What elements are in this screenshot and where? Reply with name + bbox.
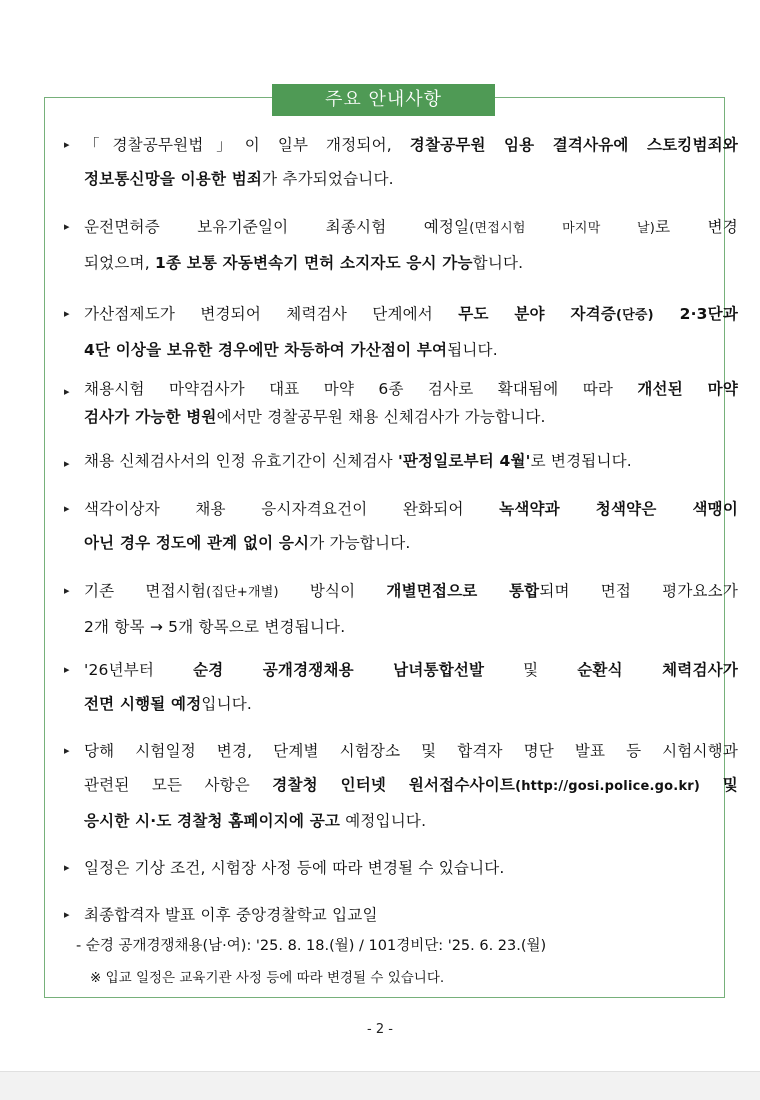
bullet-icon: ▸: [64, 307, 70, 320]
text-segment: 로 변경됩니다.: [530, 452, 632, 470]
admission-note: ※ 입교 일정은 교육기관 사정 등에 따라 변경될 수 있습니다.: [90, 970, 445, 986]
text-segment: 예정입니다.: [340, 812, 427, 830]
bullet-icon: ▸: [64, 861, 70, 874]
text-segment: 관련된 모든 사항은: [84, 776, 273, 794]
notice-line: [84, 898, 738, 932]
text-segment: (면접시험 마지막 날): [469, 221, 656, 236]
text-segment: 가 추가되었습니다.: [262, 170, 394, 188]
notice-line: [84, 403, 738, 431]
bullet-icon: ▸: [64, 744, 70, 757]
notice-item: [62, 653, 738, 721]
text-segment: 기존 면접시험: [84, 582, 207, 600]
notice-line: [84, 851, 738, 885]
text-segment: 당해 시험일정 변경, 단계별 시험장소 및 합격자 명단 발표 등 시험시행과: [84, 742, 738, 760]
text-segment: '26년부터: [84, 661, 194, 679]
bullet-icon: ▸: [64, 663, 70, 676]
text-segment: 가 가능합니다.: [309, 534, 411, 552]
text-segment: 및: [484, 661, 578, 679]
notice-item: [62, 128, 738, 196]
bullet-icon: ▸: [64, 220, 70, 233]
notice-line: [84, 610, 738, 644]
notice-line: [84, 687, 738, 721]
text-segment: 로 변경: [655, 218, 738, 236]
text-segment: (집단+개별): [206, 585, 279, 600]
text-segment: 및: [700, 776, 738, 794]
text-segment: 「경찰공무원법」이 일부 개정되어,: [84, 136, 410, 154]
text-segment: 됩니다.: [447, 341, 498, 359]
notice-item: [62, 297, 738, 367]
text-segment: 응시한 시·도 경찰청 홈페이지에 공고: [84, 812, 341, 830]
text-segment: 합니다.: [472, 254, 524, 272]
text-segment: 채용시험 마약검사가 대표 마약 6종 검사로 확대됨에 따라: [84, 380, 638, 398]
notice-item: [62, 447, 738, 475]
notice-line: [84, 768, 738, 804]
text-segment: (http://gosi.police.go.kr): [515, 779, 701, 794]
text-segment: 녹색약과 청색약은 색맹이: [499, 500, 738, 518]
notice-line: [84, 210, 738, 246]
notice-item: [62, 574, 738, 644]
text-segment: 입니다.: [201, 695, 253, 713]
text-segment: 에서만 경찰공무원 채용 신체검사가 가능합니다.: [216, 408, 546, 426]
notice-line: [84, 492, 738, 526]
notice-line: [84, 246, 738, 280]
notice-line: [84, 574, 738, 610]
text-segment: 가산점제도가 변경되어 체력검사 단계에서: [84, 305, 459, 323]
text-segment: 순경 공개경쟁채용 남녀통합선발: [193, 661, 485, 679]
notice-item: [62, 851, 738, 885]
text-segment: 채용 신체검사서의 인정 유효기간이 신체검사: [84, 452, 398, 470]
text-segment: 2개 항목 → 5개 항목으로 변경됩니다.: [84, 618, 346, 636]
bullet-icon: ▸: [64, 584, 70, 597]
notice-line: [84, 333, 738, 367]
text-segment: 정보통신망을 이용한 범죄: [84, 170, 263, 188]
notice-line: [84, 162, 738, 196]
text-segment: 아닌 경우 정도에 관계 없이 응시: [84, 534, 310, 552]
bullet-icon: ▸: [64, 138, 70, 151]
text-segment: 일정은 기상 조건, 시험장 사정 등에 따라 변경될 수 있습니다.: [84, 859, 505, 877]
text-segment: 개별면접으로 통합: [386, 582, 540, 600]
page-number: - 2 -: [367, 1022, 393, 1037]
text-segment: 무도 분야 자격증: [458, 305, 617, 323]
text-segment: 검사가 가능한 병원: [84, 408, 217, 426]
text-segment: 되며 면접 평가요소가: [539, 582, 739, 600]
notice-line: [84, 526, 738, 560]
text-segment: 최종합격자 발표 이후 중앙경찰학교 입교일: [84, 906, 378, 924]
notice-item: [62, 375, 738, 431]
notice-item: [62, 734, 738, 838]
text-segment: (단증): [616, 308, 654, 323]
text-segment: 색각이상자 채용 응시자격요건이 완화되어: [84, 500, 500, 518]
text-segment: 경찰청 인터넷 원서접수사이트: [272, 776, 516, 794]
text-segment: 2·3단과: [653, 305, 738, 323]
notice-item: [62, 492, 738, 560]
text-segment: 1종 보통 자동변속기 면허 소지자도 응시 가능: [154, 254, 473, 272]
bullet-icon: ▸: [64, 502, 70, 515]
viewer-bottom-bar: [0, 1071, 760, 1100]
text-segment: '판정일로부터 4월': [397, 452, 531, 470]
text-segment: 운전면허증 보유기준일이 최종시험 예정일: [84, 218, 470, 236]
notice-line: [84, 375, 738, 403]
notice-title: 주요 안내사항: [272, 84, 495, 116]
text-segment: 4단 이상을 보유한 경우에만 차등하여 가산점이 부여: [84, 341, 448, 359]
notice-line: [84, 734, 738, 768]
text-segment: 전면 시행될 예정: [84, 695, 202, 713]
bullet-icon: ▸: [64, 908, 70, 921]
bullet-icon: ▸: [64, 385, 70, 398]
notice-line: [84, 804, 738, 838]
text-segment: 순환식 체력검사가: [577, 661, 739, 679]
bullet-icon: ▸: [64, 457, 70, 470]
text-segment: 되었으며,: [84, 254, 155, 272]
notice-item: [62, 210, 738, 280]
notice-line: [84, 447, 738, 475]
admission-date-line: - 순경 공개경쟁채용(남·여): '25. 8. 18.(월) / 101경비단: '25. 6. 23.(월): [76, 938, 547, 954]
notice-line: [84, 297, 738, 333]
notice-item: [62, 898, 738, 932]
notice-line: [84, 653, 738, 687]
text-segment: 개선된 마약: [637, 380, 738, 398]
text-segment: 경찰공무원 임용 결격사유에 스토킹범죄와: [409, 136, 738, 154]
text-segment: 방식이: [278, 582, 387, 600]
notice-line: [84, 128, 738, 162]
